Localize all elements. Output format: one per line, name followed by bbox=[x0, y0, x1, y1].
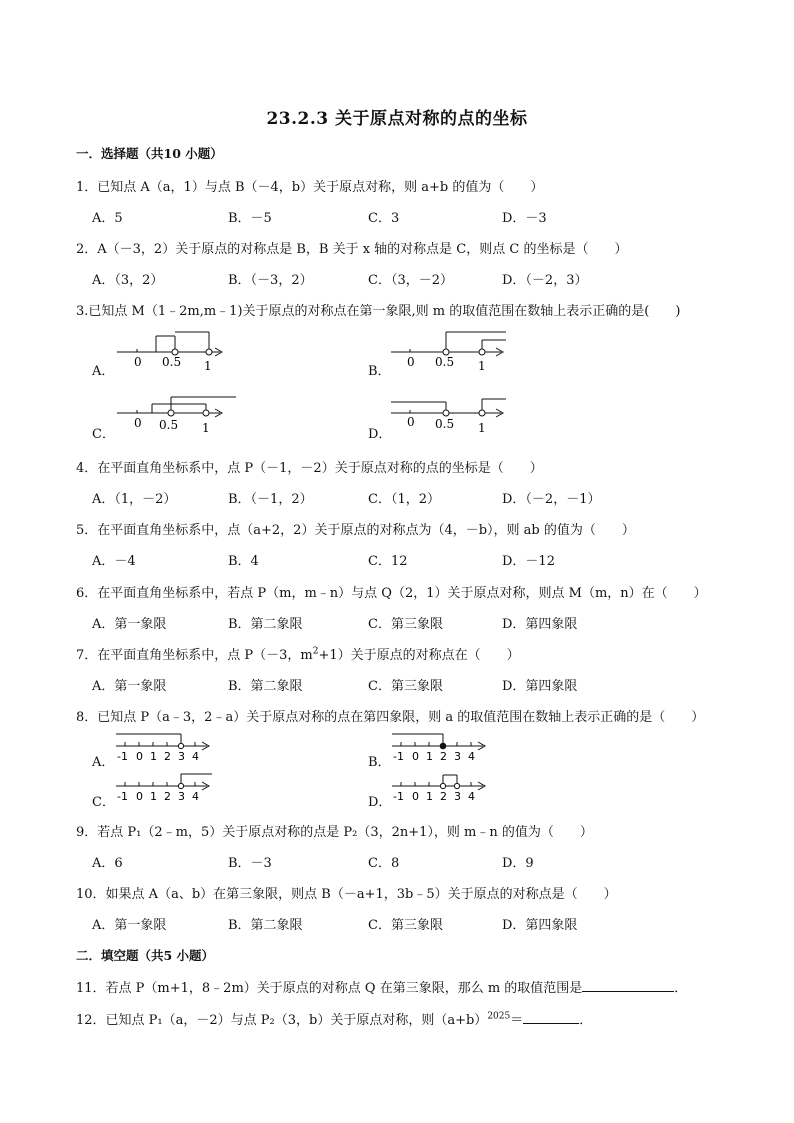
tick-label: 3 bbox=[178, 750, 185, 763]
option-b: B．第二象限 bbox=[228, 679, 303, 694]
section-heading-fill-in: 二．填空题（共5 小题） bbox=[76, 948, 215, 963]
option-b: B．－3 bbox=[228, 856, 272, 871]
tick-label: 2 bbox=[440, 790, 447, 803]
answer-blank[interactable] bbox=[523, 1009, 579, 1024]
question-4-options bbox=[92, 488, 732, 506]
question-8: 8．已知点 P（a﹣3，2﹣a）关于原点对称的点在第四象限，则 a 的取值范围在数轴上表示正确的是（ ） bbox=[76, 710, 705, 725]
question-11 bbox=[76, 977, 687, 996]
question-7-options bbox=[92, 675, 732, 693]
question-9: 9．若点 P₁（2﹣m，5）关于原点对称的点是 P₂（3，2n+1），则 m﹣n 的值为（ ） bbox=[76, 825, 593, 840]
number-line-q3-b bbox=[388, 330, 513, 376]
option-a: A． bbox=[92, 364, 115, 379]
tick-label: 1 bbox=[478, 359, 486, 373]
option-b: B．－5 bbox=[228, 211, 272, 226]
option-d: D． bbox=[368, 427, 392, 442]
option-c: C． bbox=[92, 427, 115, 442]
tick-label: 0 bbox=[412, 750, 419, 763]
tick-label: 3 bbox=[178, 790, 185, 803]
tick-label: 4 bbox=[192, 790, 199, 803]
tick-label: 1 bbox=[150, 750, 157, 763]
question-1-options bbox=[92, 207, 732, 225]
number-line-q3-c bbox=[112, 392, 240, 438]
tick-label: 0 bbox=[136, 790, 143, 803]
option-a: A．6 bbox=[92, 856, 123, 871]
tick-label: 0 bbox=[407, 415, 415, 429]
question-5-options bbox=[92, 550, 732, 568]
option-d: D．（－2，3） bbox=[502, 273, 588, 288]
option-b: B．4 bbox=[228, 554, 259, 569]
tick-label: 1 bbox=[478, 421, 486, 435]
option-c: C．第三象限 bbox=[368, 617, 443, 632]
number-line-q8-c bbox=[112, 770, 222, 804]
option-b: B． bbox=[368, 364, 391, 379]
option-b: B．（－3，2） bbox=[228, 273, 313, 288]
tick-label: 0 bbox=[136, 750, 143, 763]
question-12-exponent: 2025 bbox=[487, 1011, 511, 1022]
tick-label: 2 bbox=[164, 790, 171, 803]
question-11-text: 11．若点 P（m+1，8﹣2m）关于原点的对称点 Q 在第三象限，那么 m 的取值范围是 bbox=[76, 981, 583, 996]
tick-label: 4 bbox=[468, 750, 475, 763]
option-c: C．（3，－2） bbox=[368, 273, 453, 288]
question-1: 1．已知点 A（a，1）与点 B（－4，b）关于原点对称，则 a+b 的值为（ ） bbox=[76, 180, 544, 195]
number-line-q8-a bbox=[112, 730, 222, 764]
question-10-options bbox=[92, 914, 732, 932]
tick-label: 1 bbox=[204, 359, 212, 373]
tick-label: -1 bbox=[393, 750, 404, 763]
question-12-text-end: ＝ bbox=[510, 1013, 524, 1028]
question-3: 3.已知点 M（1﹣2m,m﹣1)关于原点的对称点在第一象限,则 m 的取值范围在数轴上表示正确的是( ) bbox=[76, 304, 681, 319]
tick-label: 3 bbox=[454, 790, 461, 803]
question-7-text-start: 7．在平面直角坐标系中，点 P（－3，m bbox=[76, 648, 313, 663]
option-a: A．（1，－2） bbox=[92, 492, 177, 507]
option-a: A．5 bbox=[92, 211, 123, 226]
option-d: D．9 bbox=[502, 856, 534, 871]
option-a: A．第一象限 bbox=[92, 617, 167, 632]
number-line-q8-d bbox=[388, 770, 498, 804]
option-d: D．第四象限 bbox=[502, 679, 578, 694]
option-d: D．－12 bbox=[502, 554, 555, 569]
option-b: B．第二象限 bbox=[228, 918, 303, 933]
option-c: C．（1，2） bbox=[368, 492, 440, 507]
tick-label: 0.5 bbox=[159, 418, 179, 432]
question-9-options bbox=[92, 852, 732, 870]
question-10: 10．如果点 A（a、b）在第三象限，则点 B（－a+1，3b﹣5）关于原点的对称点是（ ） bbox=[76, 887, 617, 902]
tick-label: 4 bbox=[192, 750, 199, 763]
question-12-text-start: 12．已知点 P₁（a，－2）与点 P₂（3，b）关于原点对称，则（a+b） bbox=[76, 1013, 488, 1028]
tick-label: -1 bbox=[117, 750, 128, 763]
tick-label: 0 bbox=[134, 416, 142, 430]
tick-label: 0.5 bbox=[162, 355, 182, 369]
option-c: C．3 bbox=[368, 211, 400, 226]
question-2: 2．A（－3，2）关于原点的对称点是 B，B 关于 x 轴的对称点是 C，则点 C 的坐标是（ ） bbox=[76, 242, 628, 257]
tick-label: 4 bbox=[468, 790, 475, 803]
tick-label: -1 bbox=[117, 790, 128, 803]
tick-label: 1 bbox=[426, 750, 433, 763]
option-d: D．第四象限 bbox=[502, 918, 578, 933]
option-d: D．第四象限 bbox=[502, 617, 578, 632]
option-c: C．12 bbox=[368, 554, 408, 569]
option-b: B． bbox=[368, 755, 391, 770]
option-a: A． bbox=[92, 755, 115, 770]
option-a: A．第一象限 bbox=[92, 679, 167, 694]
tick-label: 0.5 bbox=[435, 355, 455, 369]
question-6-options bbox=[92, 613, 732, 631]
question-5: 5．在平面直角坐标系中，点（a+2，2）关于原点的对称点为（4，－b），则 ab 的值为（ ） bbox=[76, 523, 635, 538]
tick-label: 2 bbox=[164, 750, 171, 763]
page-title: 23.2.3 关于原点对称的点的坐标 bbox=[266, 109, 528, 129]
question-12 bbox=[76, 1009, 592, 1028]
tick-label: 0 bbox=[412, 790, 419, 803]
question-7-exponent: 2 bbox=[312, 646, 319, 657]
number-line-q3-d bbox=[388, 392, 513, 438]
question-12-end: ． bbox=[579, 1013, 593, 1028]
option-d: D．－3 bbox=[502, 211, 547, 226]
option-b: B．（－1，2） bbox=[228, 492, 313, 507]
option-a: A．（3，2） bbox=[92, 273, 164, 288]
tick-label: 0.5 bbox=[435, 417, 455, 431]
tick-label: -1 bbox=[393, 790, 404, 803]
question-4: 4．在平面直角坐标系中，点 P（－1，－2）关于原点对称的点的坐标是（ ） bbox=[76, 461, 543, 476]
question-6: 6．在平面直角坐标系中，若点 P（m，m﹣n）与点 Q（2，1）关于原点对称，则点 M（m，n）在（ ） bbox=[76, 586, 707, 601]
tick-label: 3 bbox=[454, 750, 461, 763]
tick-label: 1 bbox=[426, 790, 433, 803]
option-a: A．－4 bbox=[92, 554, 136, 569]
tick-label: 0 bbox=[134, 355, 142, 369]
option-c: C．第三象限 bbox=[368, 918, 443, 933]
question-2-options bbox=[92, 269, 732, 287]
question-11-end: ． bbox=[674, 981, 688, 996]
tick-label: 2 bbox=[440, 750, 447, 763]
section-heading-choice: 一．选择题（共10 小题） bbox=[76, 146, 223, 161]
option-c: C．8 bbox=[368, 856, 400, 871]
option-d: D． bbox=[368, 795, 392, 810]
option-c: C． bbox=[92, 795, 115, 810]
tick-label: 1 bbox=[150, 790, 157, 803]
tick-label: 1 bbox=[202, 421, 210, 435]
option-a: A．第一象限 bbox=[92, 918, 167, 933]
option-b: B．第二象限 bbox=[228, 617, 303, 632]
answer-blank[interactable] bbox=[582, 977, 674, 992]
number-line-q3-a bbox=[112, 330, 232, 376]
question-7-text-end: +1）关于原点的对称点在（ ） bbox=[318, 648, 520, 663]
option-d: D．（－2，－1） bbox=[502, 492, 601, 507]
number-line-q8-b bbox=[388, 730, 498, 764]
tick-label: 0 bbox=[407, 355, 415, 369]
option-c: C．第三象限 bbox=[368, 679, 443, 694]
question-7 bbox=[76, 644, 520, 663]
